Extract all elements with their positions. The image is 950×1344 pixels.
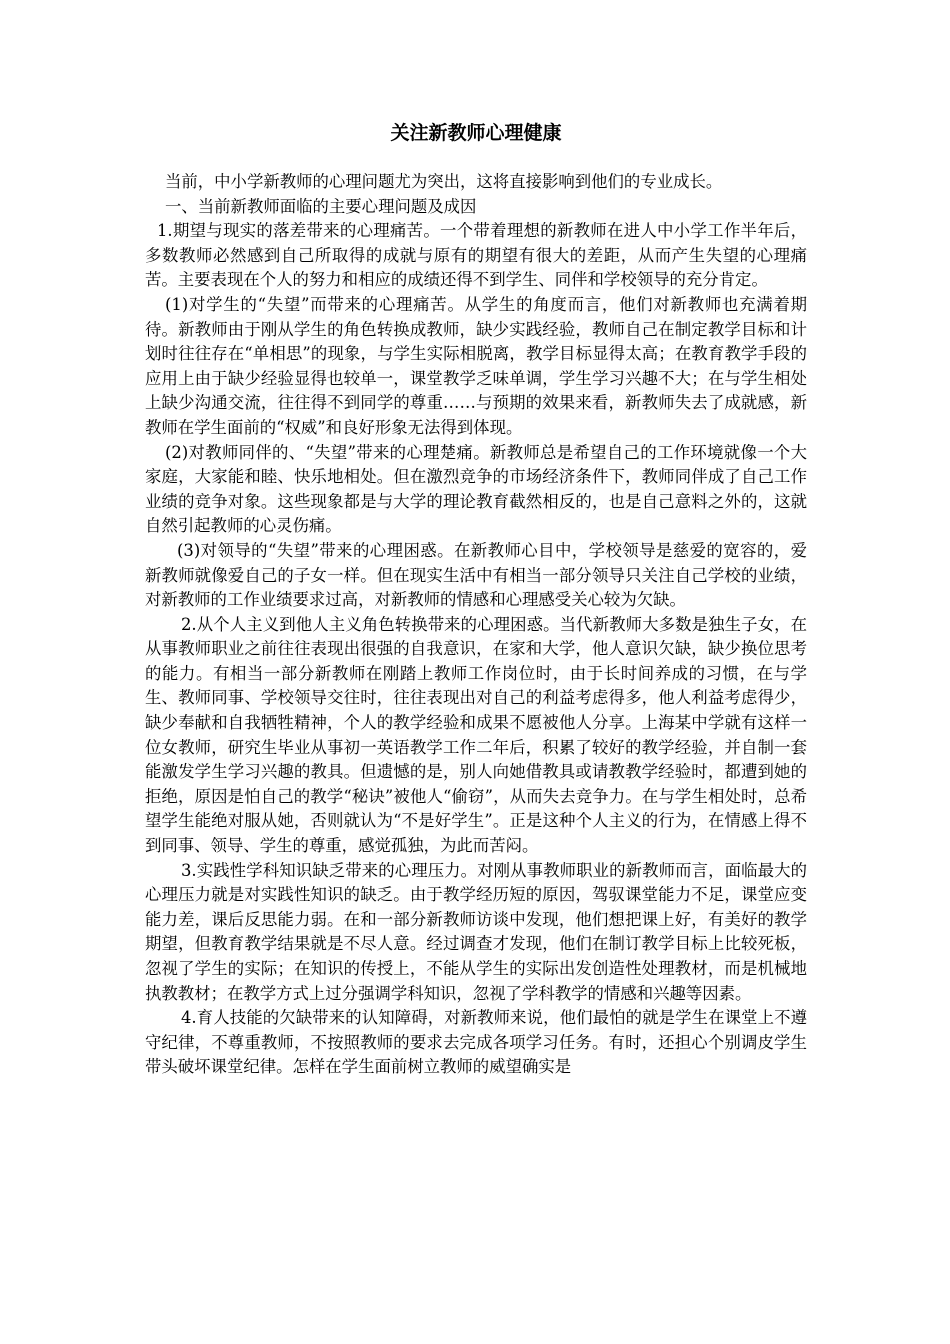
body-paragraph: (1)对学生的“失望”而带来的心理痛苦。从学生的角度而言，他们对新教师也充满着期待。新教师由于刚从学生的角色转换成教师，缺少实践经验，教师自己在制定教学目标和计划时往往存在“单相思”的现象，与学生实际相脱离，教学目标显得太高；在教育教学手段的应用上由于缺少经验显得也较单一，课堂教学乏味单调，学生学习兴趣不大；在与学生相处上缺少沟通交流，往往得不到同学的尊重……与预期的效果来看，新教师失去了成就感，新教师在学生面前的“权威”和良好形象无法得到体现。 [145,294,807,437]
body-paragraph: 1.期望与现实的落差带来的心理痛苦。一个带着理想的新教师在进人中小学工作半年后，多数教师必然感到自己所取得的成就与原有的期望有很大的差距，从而产生失望的心理痛苦。主要表现在个人的努力和相应的成绩还得不到学生、同伴和学校领导的充分肯定。 [145,221,807,290]
body-paragraph: 4.育人技能的欠缺带来的认知障碍，对新教师来说，他们最怕的就是学生在课堂上不遵守纪律，不尊重教师，不按照教师的要求去完成各项学习任务。有时，还担心个别调皮学生带头破坏课堂纪律。怎样在学生面前树立教师的威望确实是 [145,1008,807,1077]
body-paragraph: 3.实践性学科知识缺乏带来的心理压力。对刚从事教师职业的新教师而言，面临最大的心理压力就是对实践性知识的缺乏。由于教学经历短的原因，驾驭课堂能力不足，课堂应变能力差，课后反思能力弱。在和一部分新教师访谈中发现，他们想把课上好，有美好的教学期望，但教育教学结果就是不尽人意。经过调查才发现，他们在制订教学目标上比较死板，忽视了学生的实际；在知识的传授上，不能从学生的实际出发创造性处理教材，而是机械地执教教材；在教学方式上过分强调学科知识，忽视了学科教学的情感和兴趣等因素。 [145,860,807,1003]
section-heading: 一、当前新教师面临的主要心理问题及成因 [165,196,477,216]
intro-paragraph: 当前，中小学新教师的心理问题尤为突出，这将直接影响到他们的专业成长。 [165,172,723,191]
body-paragraph: 2.从个人主义到他人主义角色转换带来的心理困惑。当代新教师大多数是独生子女，在从事教师职业之前往往表现出很强的自我意识，在家和大学，他人意识欠缺，缺少换位思考的能力。有相当一部分新教师在刚踏上教师工作岗位时，由于长时间养成的习惯，在与学生、教师同事、学校领导交往时，往往表现出对自己的利益考虑得多，他人利益考虑得少，缺少奉献和自我牺牲精神，个人的教学经验和成果不愿被他人分享。上海某中学就有这样一位女教师，研究生毕业从事初一英语教学工作二年后，积累了较好的教学经验，并自制一套能激发学生学习兴趣的教具。但遗憾的是，别人向她借教具或请教教学经验时，都遭到她的拒绝，原因是怕自己的教学“秘诀”被他人“偷窃”，从而失去竞争力。在与学生相处时，总希望学生能绝对服从她，否则就认为“不是好学生”。正是这种个人主义的行为，在情感上得不到同事、领导、学生的尊重，感觉孤独，为此而苦闷。 [145,614,807,856]
body-paragraph: (2)对教师同伴的、“失望”带来的心理楚痛。新教师总是希望自己的工作环境就像一个大家庭，大家能和睦、快乐地相处。但在激烈竞争的市场经济条件下，教师同伴成了自己工作业绩的竞争对象。这些现象都是与大学的理论教育截然相反的，也是自己意料之外的，这就自然引起教师的心灵伤痛。 [145,442,807,536]
body-paragraph: (3)对领导的“失望”带来的心理困惑。在新教师心目中，学校领导是慈爱的宽容的，爱新教师就像爱自己的子女一样。但在现实生活中有相当一部分领导只关注自己学校的业绩，对新教师的工作业绩要求过高，对新教师的情感和心理感受关心较为欠缺。 [145,540,807,610]
document-page [145,118,807,1080]
document-title: 关注新教师心理健康 [390,122,562,144]
